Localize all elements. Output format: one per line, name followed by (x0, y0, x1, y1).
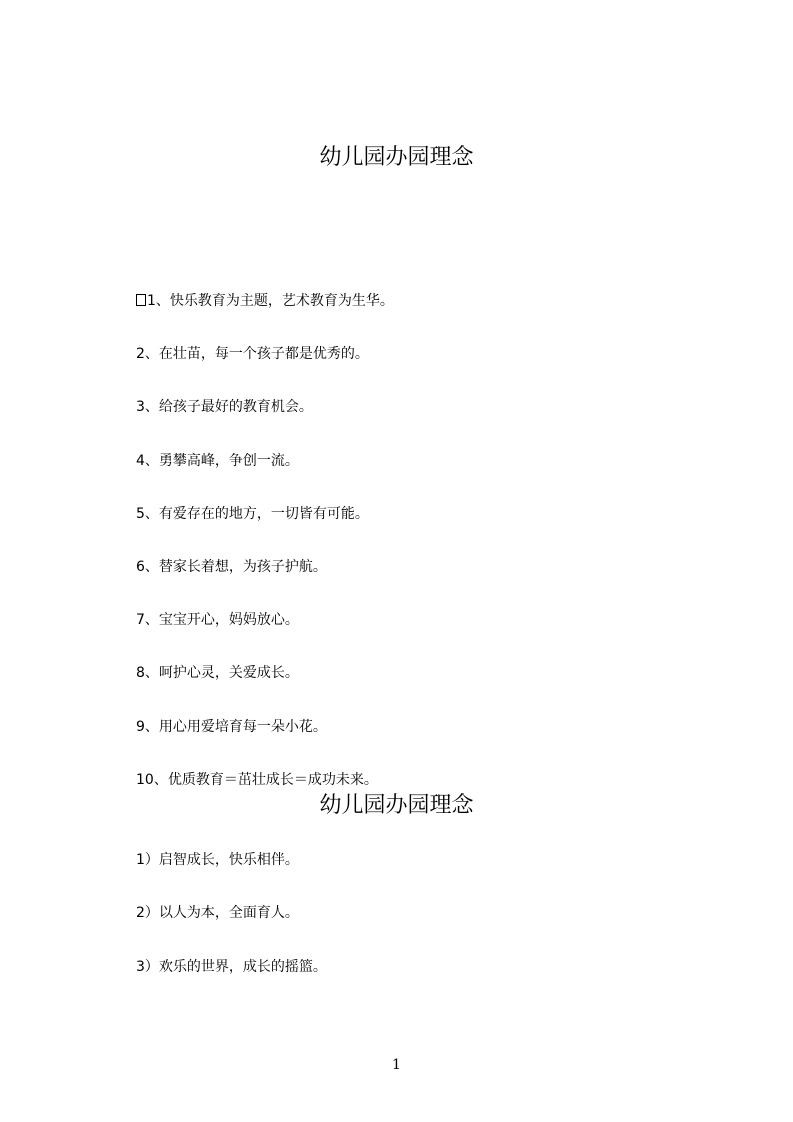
list-item: 4、勇攀高峰，争创一流。 (136, 453, 299, 469)
list-item: 7、宝宝开心，妈妈放心。 (136, 612, 299, 628)
list-item: 3）欢乐的世界，成长的摇篮。 (136, 959, 327, 975)
list-item: 2、在壮苗，每一个孩子都是优秀的。 (136, 346, 369, 362)
list-item: 1）启智成长，快乐相伴。 (136, 852, 299, 868)
list-item: 5、有爱存在的地方，一切皆有可能。 (136, 506, 369, 522)
list-item: 8、呵护心灵，关爱成长。 (136, 665, 299, 681)
list-item: 9、用心用爱培育每一朵小花。 (136, 719, 327, 735)
page-number: 1 (392, 1057, 401, 1073)
list-item (136, 292, 394, 310)
list-item: 6、替家长着想，为孩子护航。 (136, 559, 327, 575)
list-item: 3、给孩子最好的教育机会。 (136, 399, 313, 415)
list-item-text: 1、快乐教育为主题，艺术教育为生华。 (147, 293, 394, 309)
list-item: 2）以人为本，全面育人。 (136, 905, 299, 921)
checkbox-glyph (136, 294, 146, 306)
section-title: 幼儿园办园理念 (319, 793, 474, 818)
document-title: 幼儿园办园理念 (319, 145, 474, 170)
list-item: 10、优质教育＝茁壮成长＝成功未来。 (136, 772, 378, 788)
